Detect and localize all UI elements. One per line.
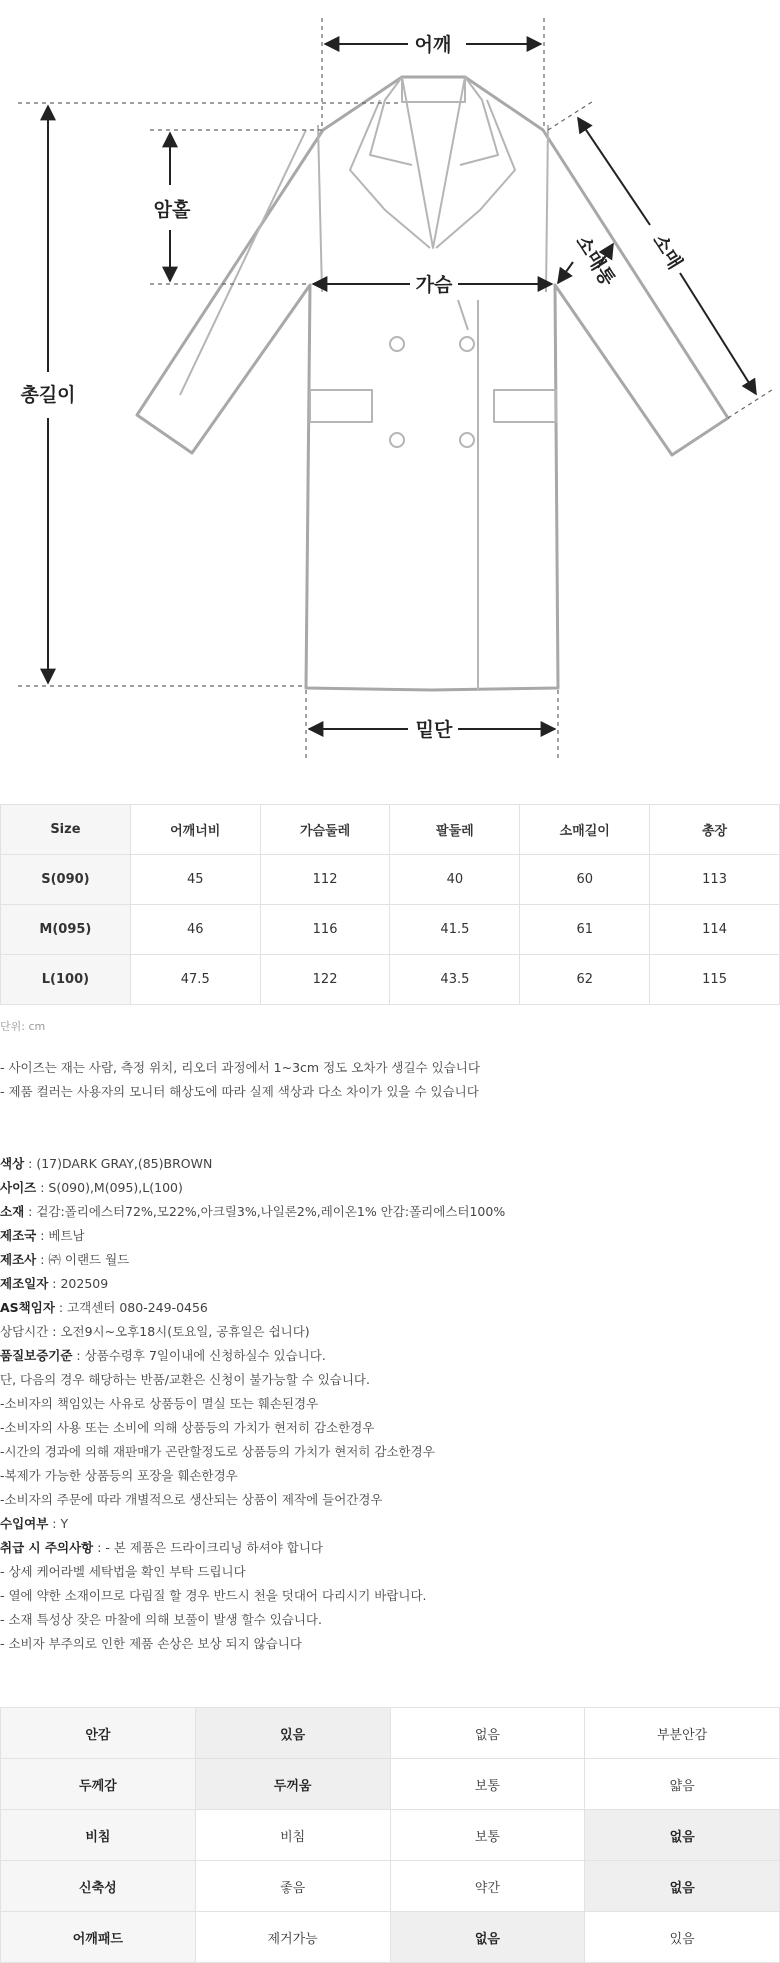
chest-label: 가슴 (415, 274, 453, 296)
size-header: Size (1, 805, 131, 855)
info-label: 사이즈 (0, 1180, 37, 1195)
info-value: : 상품수령후 7일이내에 신청하실수 있습니다. (72, 1348, 326, 1363)
coat-outline (137, 77, 728, 690)
info-value: : 베트남 (36, 1228, 85, 1243)
feature-row (1, 1708, 780, 1759)
total-length-header: 총장 (650, 805, 780, 855)
feature-option-selected: 없음 (585, 1861, 780, 1912)
info-row (0, 1584, 505, 1608)
info-row (0, 1368, 505, 1392)
table-cell: 113 (650, 855, 780, 905)
feature-option: 얇음 (585, 1759, 780, 1810)
info-value: : S(090),M(095),L(100) (36, 1180, 183, 1195)
size-cell: L(100) (1, 955, 131, 1005)
chest-header: 가슴둘레 (260, 805, 390, 855)
table-row (1, 955, 780, 1005)
feature-option: 제거가능 (195, 1912, 390, 1963)
info-row (0, 1392, 505, 1416)
feature-option-selected: 두꺼움 (195, 1759, 390, 1810)
feature-table (0, 1707, 780, 1963)
feature-option: 좋음 (195, 1861, 390, 1912)
info-row (0, 1560, 505, 1584)
feature-option-selected: 없음 (390, 1912, 585, 1963)
sleeve-opening-label: 소매통 (571, 231, 620, 290)
sleeve-length-header: 소매길이 (520, 805, 650, 855)
feature-row (1, 1810, 780, 1861)
info-value: - 열에 약한 소재이므로 다림질 할 경우 반드시 천을 덧대어 다리시기 바랍니다. (0, 1588, 427, 1603)
feature-label: 어깨패드 (1, 1912, 196, 1963)
info-row (0, 1536, 505, 1560)
info-value: : Y (48, 1516, 69, 1531)
info-row (0, 1152, 505, 1176)
table-cell: 45 (130, 855, 260, 905)
info-row (0, 1416, 505, 1440)
info-row (0, 1176, 505, 1200)
info-value: 단, 다음의 경우 해당하는 반품/교환은 신청이 불가능할 수 있습니다. (0, 1372, 370, 1387)
table-cell: 62 (520, 955, 650, 1005)
info-row (0, 1608, 505, 1632)
info-row (0, 1464, 505, 1488)
info-value: -복제가 가능한 상품등의 포장을 훼손한경우 (0, 1468, 238, 1483)
info-label: 품질보증기준 (0, 1348, 73, 1363)
info-value: : ㈜ 이랜드 월드 (36, 1252, 130, 1267)
feature-option-selected: 없음 (585, 1810, 780, 1861)
feature-option-selected: 있음 (195, 1708, 390, 1759)
info-row (0, 1224, 505, 1248)
feature-option: 보통 (390, 1810, 585, 1861)
info-row (0, 1296, 505, 1320)
table-cell: 114 (650, 905, 780, 955)
hem-label: 밑단 (415, 719, 453, 741)
info-label: 제조일자 (0, 1276, 49, 1291)
table-cell: 112 (260, 855, 390, 905)
info-value: : - 본 제품은 드라이크리닝 하셔야 합니다 (93, 1540, 323, 1555)
info-value: - 소비자 부주의로 인한 제품 손상은 보상 되지 않습니다 (0, 1636, 302, 1651)
size-table (0, 804, 780, 1005)
table-cell: 47.5 (130, 955, 260, 1005)
info-row (0, 1200, 505, 1224)
feature-option: 약간 (390, 1861, 585, 1912)
info-value: : 고객센터 080-249-0456 (54, 1300, 208, 1315)
info-row (0, 1440, 505, 1464)
size-notes (0, 1056, 480, 1104)
armhole-label: 암홀 (153, 199, 191, 221)
info-label: 소재 (0, 1204, 25, 1219)
info-value: : (17)DARK GRAY,(85)BROWN (24, 1156, 213, 1171)
table-cell: 41.5 (390, 905, 520, 955)
feature-option: 없음 (390, 1708, 585, 1759)
unit-note: 단위: cm (0, 1020, 46, 1033)
size-table-header-row (1, 805, 780, 855)
sleeve-label: 소매 (648, 230, 687, 274)
table-cell: 60 (520, 855, 650, 905)
table-row (1, 855, 780, 905)
info-row (0, 1512, 505, 1536)
info-label: 제조국 (0, 1228, 37, 1243)
feature-label: 두께감 (1, 1759, 196, 1810)
note-line: - 사이즈는 재는 사람, 측정 위치, 리오더 과정에서 1~3cm 정도 오차가 생길수 있습니다 (0, 1060, 480, 1075)
info-label: AS책임자 (0, 1300, 55, 1315)
table-cell: 115 (650, 955, 780, 1005)
table-cell: 46 (130, 905, 260, 955)
table-cell: 43.5 (390, 955, 520, 1005)
info-label: 색상 (0, 1156, 25, 1171)
product-info (0, 1152, 505, 1656)
feature-label: 안감 (1, 1708, 196, 1759)
info-value: -소비자의 책임있는 사유로 상품등이 멸실 또는 훼손된경우 (0, 1396, 319, 1411)
feature-option: 있음 (585, 1912, 780, 1963)
size-cell: M(095) (1, 905, 131, 955)
feature-option: 비침 (195, 1810, 390, 1861)
feature-label: 비침 (1, 1810, 196, 1861)
feature-label: 신축성 (1, 1861, 196, 1912)
table-cell: 61 (520, 905, 650, 955)
table-cell: 40 (390, 855, 520, 905)
feature-row (1, 1912, 780, 1963)
info-value: : 겉감:폴리에스터72%,모22%,아크릴3%,나일론2%,레이온1% 안감:폴리에스터100% (24, 1204, 506, 1219)
shoulder-label: 어깨 (414, 34, 452, 56)
info-label: 취급 시 주의사항 (0, 1540, 94, 1555)
info-value: 상담시간 : 오전9시~오후18시(토요일, 공휴일은 쉽니다) (0, 1324, 310, 1339)
total-length-label: 총길이 (20, 384, 76, 406)
info-value: - 소재 특성상 잦은 마찰에 의해 보풀이 발생 할수 있습니다. (0, 1612, 322, 1627)
feature-row (1, 1759, 780, 1810)
size-cell: S(090) (1, 855, 131, 905)
info-row (0, 1488, 505, 1512)
info-label: 제조사 (0, 1252, 37, 1267)
info-value: -시간의 경과에 의해 재판매가 곤란할정도로 상품등의 가치가 현저히 감소한경우 (0, 1444, 435, 1459)
info-row (0, 1248, 505, 1272)
info-row (0, 1632, 505, 1656)
table-cell: 122 (260, 955, 390, 1005)
info-row (0, 1344, 505, 1368)
info-value: : 202509 (48, 1276, 109, 1291)
info-value: -소비자의 사용 또는 소비에 의해 상품등의 가치가 현저히 감소한경우 (0, 1420, 375, 1435)
info-label: 수입여부 (0, 1516, 49, 1531)
feature-row (1, 1861, 780, 1912)
table-row (1, 905, 780, 955)
coat-measurement-diagram (0, 0, 780, 780)
table-cell: 116 (260, 905, 390, 955)
feature-option: 부분안감 (585, 1708, 780, 1759)
info-value: -소비자의 주문에 따라 개별적으로 생산되는 상품이 제작에 들어간경우 (0, 1492, 383, 1507)
info-row (0, 1272, 505, 1296)
info-value: - 상세 케어라벨 세탁법을 확인 부탁 드립니다 (0, 1564, 246, 1579)
shoulder-width-header: 어깨너비 (130, 805, 260, 855)
arm-circumference-header: 팔둘레 (390, 805, 520, 855)
note-line: - 제품 컬러는 사용자의 모니터 해상도에 따라 실제 색상과 다소 차이가 있을 수 있습니다 (0, 1084, 479, 1099)
feature-option: 보통 (390, 1759, 585, 1810)
info-row (0, 1320, 505, 1344)
